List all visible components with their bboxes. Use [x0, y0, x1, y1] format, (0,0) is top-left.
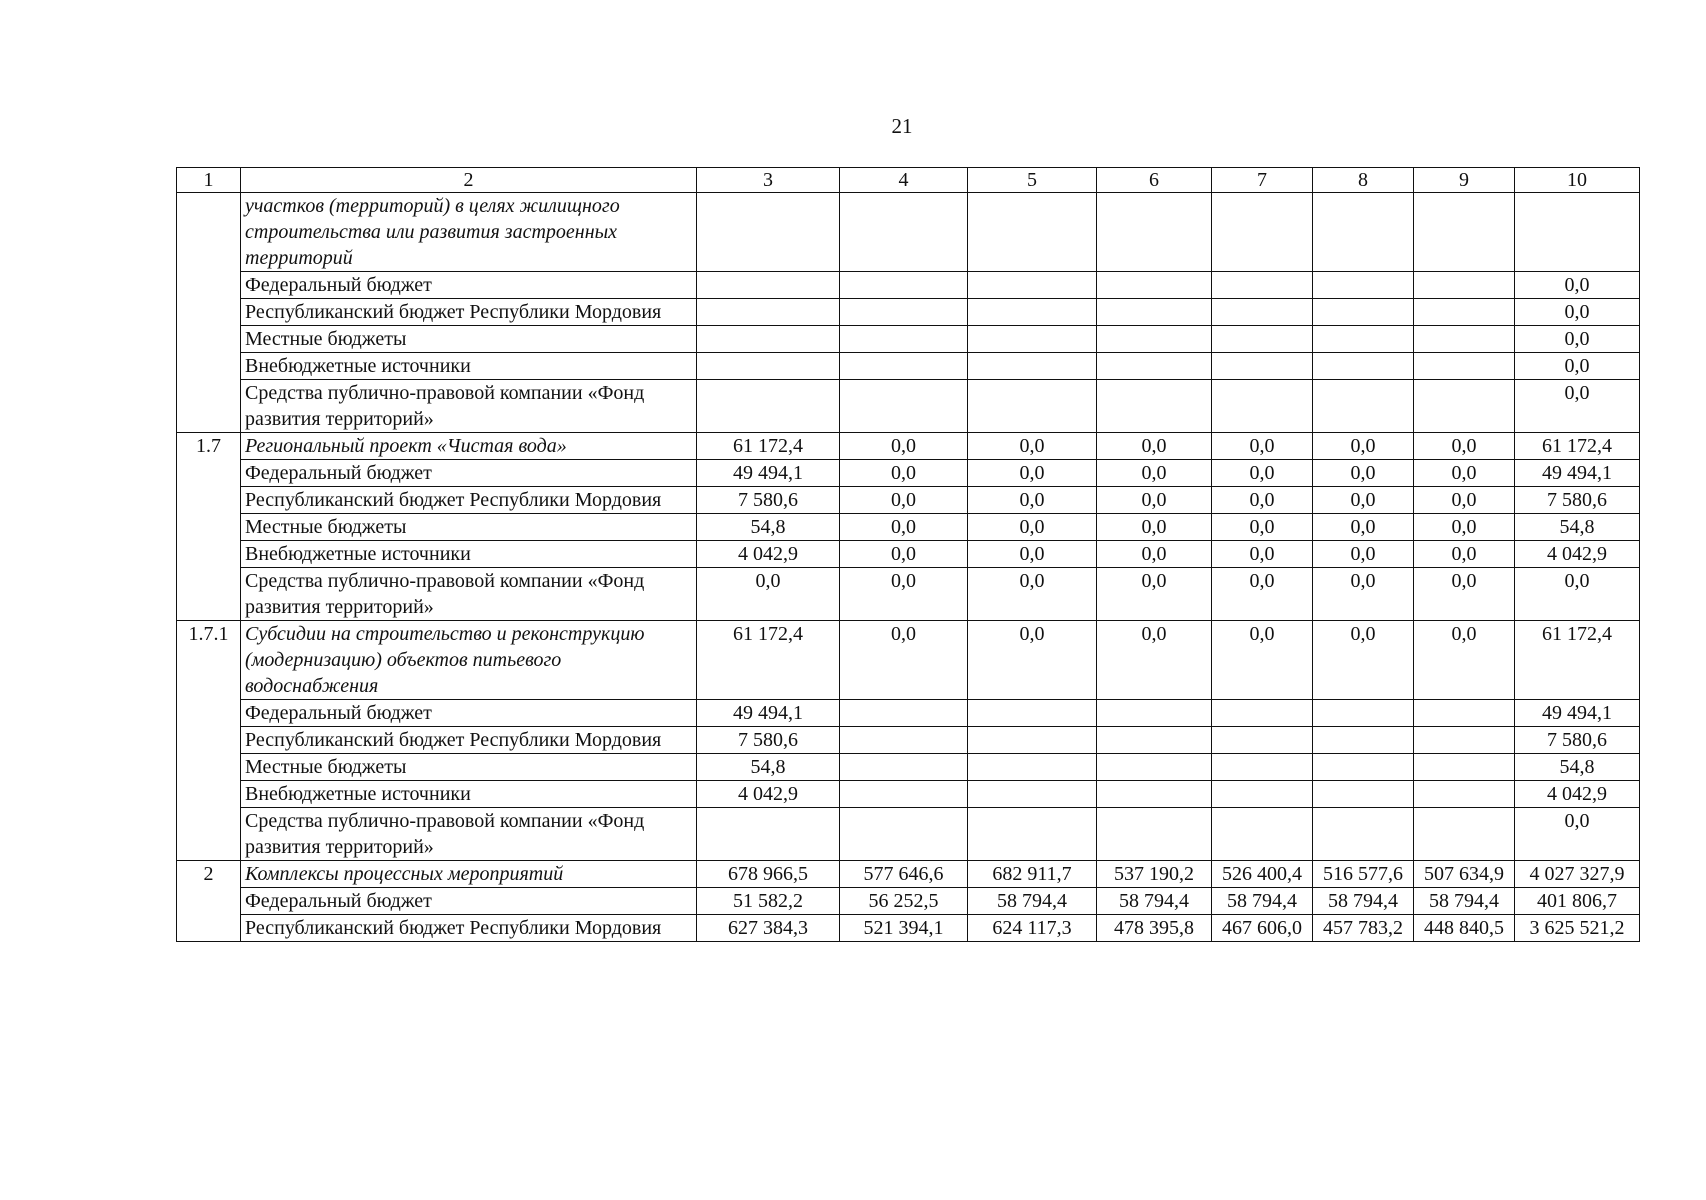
value-cell: 0,0: [968, 487, 1097, 514]
table-row: [177, 808, 1640, 861]
total-cell: 54,8: [1515, 754, 1640, 781]
value-cell: [1313, 299, 1414, 326]
value-cell: 0,0: [1313, 460, 1414, 487]
value-cell: [1097, 299, 1212, 326]
value-cell: 61 172,4: [697, 621, 840, 700]
row-label: Средства публично-правовой компании «Фонд развития территорий»: [241, 808, 697, 861]
value-cell: 61 172,4: [697, 433, 840, 460]
value-cell: [968, 808, 1097, 861]
value-cell: 0,0: [1313, 541, 1414, 568]
value-cell: 4 042,9: [697, 541, 840, 568]
value-cell: [1313, 727, 1414, 754]
value-cell: 58 794,4: [968, 888, 1097, 915]
value-cell: 0,0: [1212, 487, 1313, 514]
value-cell: [1414, 754, 1515, 781]
value-cell: [1414, 808, 1515, 861]
page-number: 21: [891, 114, 913, 138]
table-row: [177, 888, 1640, 915]
value-cell: 58 794,4: [1212, 888, 1313, 915]
value-cell: [968, 326, 1097, 353]
value-cell: 0,0: [1313, 621, 1414, 700]
total-cell: 0,0: [1515, 808, 1640, 861]
value-cell: [840, 754, 968, 781]
total-cell: 4 042,9: [1515, 781, 1640, 808]
value-cell: 4 042,9: [697, 781, 840, 808]
value-cell: 54,8: [697, 514, 840, 541]
value-cell: 0,0: [1212, 541, 1313, 568]
value-cell: [1097, 781, 1212, 808]
value-cell: [697, 272, 840, 299]
table-row-heading: [177, 193, 1640, 272]
column-header: 8: [1313, 168, 1414, 193]
row-label: Средства публично-правовой компании «Фонд развития территорий»: [241, 380, 697, 433]
row-label: Комплексы процессных мероприятий: [241, 861, 697, 888]
total-cell: 49 494,1: [1515, 700, 1640, 727]
value-cell: [840, 326, 968, 353]
value-cell: 577 646,6: [840, 861, 968, 888]
value-cell: [1212, 808, 1313, 861]
column-header: 10: [1515, 168, 1640, 193]
table-row: [177, 568, 1640, 621]
value-cell: 537 190,2: [1097, 861, 1212, 888]
row-label: участков (территорий) в целях жилищного строительства или развития застроенных территорий: [241, 193, 697, 272]
value-cell: 0,0: [1313, 433, 1414, 460]
table-row: [177, 326, 1640, 353]
value-cell: 448 840,5: [1414, 915, 1515, 942]
row-label: Республиканский бюджет Республики Мордовия: [241, 727, 697, 754]
value-cell: [968, 299, 1097, 326]
table-row: [177, 781, 1640, 808]
value-cell: [840, 380, 968, 433]
column-header: 6: [1097, 168, 1212, 193]
value-cell: 0,0: [1313, 487, 1414, 514]
value-cell: 0,0: [1313, 514, 1414, 541]
value-cell: 0,0: [697, 568, 840, 621]
value-cell: [697, 353, 840, 380]
row-label: Внебюджетные источники: [241, 541, 697, 568]
value-cell: 0,0: [1313, 568, 1414, 621]
value-cell: [1313, 700, 1414, 727]
value-cell: [968, 727, 1097, 754]
total-cell: 4 027 327,9: [1515, 861, 1640, 888]
value-cell: 0,0: [1097, 433, 1212, 460]
value-cell: 58 794,4: [1313, 888, 1414, 915]
value-cell: [840, 193, 968, 272]
value-cell: [1097, 380, 1212, 433]
value-cell: [1313, 326, 1414, 353]
value-cell: 7 580,6: [697, 487, 840, 514]
value-cell: 54,8: [697, 754, 840, 781]
table-row: [177, 514, 1640, 541]
value-cell: 507 634,9: [1414, 861, 1515, 888]
table-row: [177, 380, 1640, 433]
value-cell: [697, 380, 840, 433]
row-label: Федеральный бюджет: [241, 700, 697, 727]
total-cell: 7 580,6: [1515, 487, 1640, 514]
value-cell: [1212, 727, 1313, 754]
value-cell: [1097, 754, 1212, 781]
value-cell: [840, 299, 968, 326]
value-cell: 0,0: [840, 460, 968, 487]
total-cell: 61 172,4: [1515, 433, 1640, 460]
value-cell: [1414, 272, 1515, 299]
table-row-heading: [177, 861, 1640, 888]
value-cell: [968, 700, 1097, 727]
value-cell: [1097, 808, 1212, 861]
value-cell: [697, 193, 840, 272]
table-row-heading: [177, 621, 1640, 700]
total-cell: 49 494,1: [1515, 460, 1640, 487]
value-cell: 457 783,2: [1313, 915, 1414, 942]
value-cell: [968, 380, 1097, 433]
total-cell: 0,0: [1515, 326, 1640, 353]
total-cell: 0,0: [1515, 272, 1640, 299]
value-cell: 0,0: [1212, 460, 1313, 487]
value-cell: [840, 272, 968, 299]
row-label: Региональный проект «Чистая вода»: [241, 433, 697, 460]
row-label: Федеральный бюджет: [241, 272, 697, 299]
value-cell: [1097, 700, 1212, 727]
value-cell: [1414, 781, 1515, 808]
total-cell: 0,0: [1515, 299, 1640, 326]
value-cell: [1212, 781, 1313, 808]
value-cell: 0,0: [968, 541, 1097, 568]
value-cell: 0,0: [1212, 621, 1313, 700]
value-cell: 0,0: [840, 433, 968, 460]
value-cell: [1414, 353, 1515, 380]
value-cell: 0,0: [840, 621, 968, 700]
value-cell: 0,0: [968, 621, 1097, 700]
value-cell: [1097, 353, 1212, 380]
table-row: [177, 272, 1640, 299]
value-cell: 526 400,4: [1212, 861, 1313, 888]
value-cell: 0,0: [840, 541, 968, 568]
total-cell: 0,0: [1515, 568, 1640, 621]
column-header: 2: [241, 168, 697, 193]
value-cell: [968, 754, 1097, 781]
table-row: [177, 299, 1640, 326]
value-cell: 0,0: [1414, 621, 1515, 700]
value-cell: 0,0: [1097, 514, 1212, 541]
budget-table: [176, 167, 1640, 942]
total-cell: [1515, 193, 1640, 272]
value-cell: 0,0: [968, 460, 1097, 487]
column-number-row: [177, 168, 1640, 193]
value-cell: [1212, 326, 1313, 353]
value-cell: 58 794,4: [1097, 888, 1212, 915]
value-cell: [1414, 326, 1515, 353]
row-label: Средства публично-правовой компании «Фонд развития территорий»: [241, 568, 697, 621]
value-cell: [697, 808, 840, 861]
value-cell: [1212, 299, 1313, 326]
column-header: 9: [1414, 168, 1515, 193]
value-cell: [840, 808, 968, 861]
value-cell: [1097, 727, 1212, 754]
value-cell: 678 966,5: [697, 861, 840, 888]
value-cell: 624 117,3: [968, 915, 1097, 942]
value-cell: [1097, 193, 1212, 272]
column-header: 4: [840, 168, 968, 193]
value-cell: 0,0: [1212, 433, 1313, 460]
value-cell: [1212, 193, 1313, 272]
value-cell: 58 794,4: [1414, 888, 1515, 915]
row-label: Федеральный бюджет: [241, 460, 697, 487]
row-label: Местные бюджеты: [241, 754, 697, 781]
row-label: Местные бюджеты: [241, 514, 697, 541]
value-cell: [1212, 754, 1313, 781]
value-cell: [1313, 353, 1414, 380]
value-cell: 7 580,6: [697, 727, 840, 754]
value-cell: 56 252,5: [840, 888, 968, 915]
value-cell: [1313, 272, 1414, 299]
value-cell: [1313, 781, 1414, 808]
value-cell: [1414, 299, 1515, 326]
value-cell: [968, 193, 1097, 272]
table-row: [177, 727, 1640, 754]
value-cell: 0,0: [968, 514, 1097, 541]
value-cell: 49 494,1: [697, 700, 840, 727]
value-cell: [968, 353, 1097, 380]
row-label: Внебюджетные источники: [241, 353, 697, 380]
total-cell: 0,0: [1515, 380, 1640, 433]
table-row-heading: [177, 433, 1640, 460]
table-row: [177, 460, 1640, 487]
total-cell: 401 806,7: [1515, 888, 1640, 915]
value-cell: [1313, 193, 1414, 272]
value-cell: [1212, 700, 1313, 727]
column-header: 5: [968, 168, 1097, 193]
table-row: [177, 754, 1640, 781]
row-label: Внебюджетные источники: [241, 781, 697, 808]
value-cell: [1414, 700, 1515, 727]
row-label: Республиканский бюджет Республики Мордовия: [241, 915, 697, 942]
value-cell: [1097, 272, 1212, 299]
value-cell: 0,0: [1097, 541, 1212, 568]
value-cell: [840, 781, 968, 808]
value-cell: 49 494,1: [697, 460, 840, 487]
total-cell: 3 625 521,2: [1515, 915, 1640, 942]
value-cell: 0,0: [1097, 487, 1212, 514]
column-header: 1: [177, 168, 241, 193]
value-cell: 682 911,7: [968, 861, 1097, 888]
row-index: [177, 193, 241, 433]
value-cell: 0,0: [968, 433, 1097, 460]
value-cell: [1414, 727, 1515, 754]
table-row: [177, 915, 1640, 942]
value-cell: [1313, 380, 1414, 433]
value-cell: 0,0: [968, 568, 1097, 621]
value-cell: [840, 353, 968, 380]
value-cell: 0,0: [1414, 568, 1515, 621]
value-cell: [1212, 353, 1313, 380]
row-label: Республиканский бюджет Республики Мордовия: [241, 487, 697, 514]
value-cell: 0,0: [1414, 514, 1515, 541]
value-cell: 478 395,8: [1097, 915, 1212, 942]
total-cell: 4 042,9: [1515, 541, 1640, 568]
column-header: 7: [1212, 168, 1313, 193]
row-label: Республиканский бюджет Республики Мордовия: [241, 299, 697, 326]
value-cell: 0,0: [1212, 568, 1313, 621]
table-body: [177, 193, 1640, 942]
value-cell: 0,0: [840, 487, 968, 514]
value-cell: 0,0: [1414, 433, 1515, 460]
total-cell: 7 580,6: [1515, 727, 1640, 754]
value-cell: [697, 299, 840, 326]
value-cell: 0,0: [1212, 514, 1313, 541]
row-label: Субсидии на строительство и реконструкцию (модернизацию) объектов питьевого водоснабжения: [241, 621, 697, 700]
value-cell: 0,0: [840, 514, 968, 541]
value-cell: 0,0: [840, 568, 968, 621]
table-row: [177, 700, 1640, 727]
value-cell: 0,0: [1097, 621, 1212, 700]
total-cell: 0,0: [1515, 353, 1640, 380]
value-cell: [1414, 380, 1515, 433]
value-cell: [1313, 808, 1414, 861]
table-row: [177, 353, 1640, 380]
value-cell: 521 394,1: [840, 915, 968, 942]
row-label: Местные бюджеты: [241, 326, 697, 353]
value-cell: 0,0: [1414, 487, 1515, 514]
value-cell: 0,0: [1097, 460, 1212, 487]
value-cell: 51 582,2: [697, 888, 840, 915]
value-cell: [840, 700, 968, 727]
value-cell: 0,0: [1414, 541, 1515, 568]
total-cell: 54,8: [1515, 514, 1640, 541]
row-index: 2: [177, 861, 241, 942]
value-cell: 0,0: [1097, 568, 1212, 621]
total-cell: 61 172,4: [1515, 621, 1640, 700]
column-header: 3: [697, 168, 840, 193]
row-label: Федеральный бюджет: [241, 888, 697, 915]
value-cell: [840, 727, 968, 754]
value-cell: 0,0: [1414, 460, 1515, 487]
value-cell: [1414, 193, 1515, 272]
value-cell: [1212, 380, 1313, 433]
table-row: [177, 487, 1640, 514]
value-cell: [1212, 272, 1313, 299]
value-cell: [697, 326, 840, 353]
value-cell: [968, 781, 1097, 808]
value-cell: [1097, 326, 1212, 353]
row-index: 1.7: [177, 433, 241, 621]
row-index: 1.7.1: [177, 621, 241, 861]
value-cell: 467 606,0: [1212, 915, 1313, 942]
table-row: [177, 541, 1640, 568]
value-cell: [1313, 754, 1414, 781]
value-cell: 516 577,6: [1313, 861, 1414, 888]
value-cell: [968, 272, 1097, 299]
value-cell: 627 384,3: [697, 915, 840, 942]
